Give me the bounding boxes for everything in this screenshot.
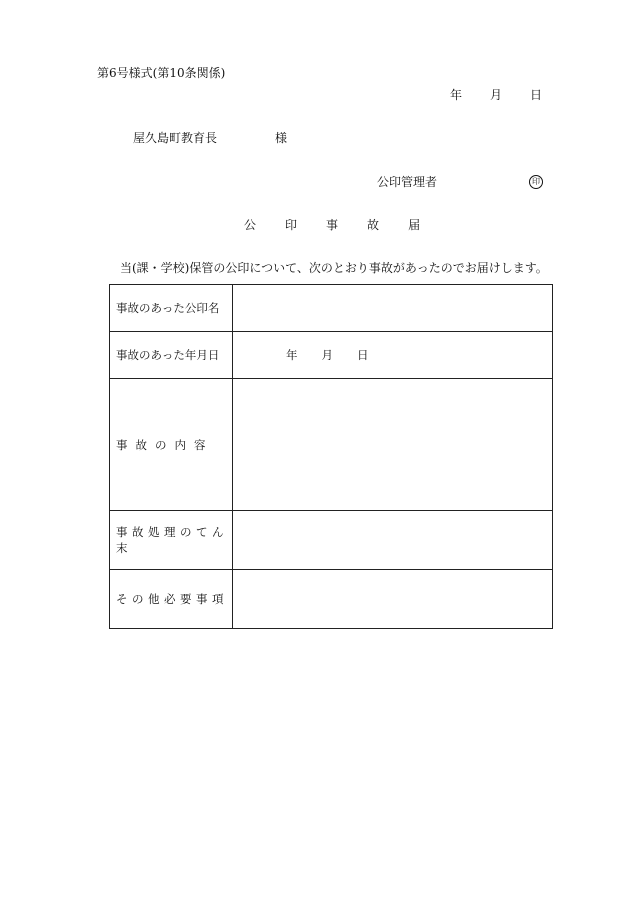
recipient-honorific: 様 [275, 131, 288, 145]
table-row [110, 285, 553, 332]
recipient-name: 屋久島町教育長 [133, 131, 218, 145]
incident-date-field[interactable] [233, 332, 553, 379]
table-row [110, 570, 553, 629]
sender-role: 公印管理者 [377, 175, 438, 189]
row-label: 事故のあった年月日 [110, 332, 233, 379]
table-row [110, 511, 553, 570]
incident-day: 日 [357, 348, 369, 362]
title-char: 届 [408, 218, 421, 232]
title-char: 故 [367, 218, 380, 232]
title-char: 印 [285, 218, 298, 232]
date-day: 日 [529, 88, 542, 102]
title-char: 事 [326, 218, 339, 232]
seal-name-field[interactable] [233, 285, 553, 332]
incident-details-field[interactable] [233, 379, 553, 511]
date-line [450, 89, 542, 101]
row-label: その他必要事項 [110, 570, 233, 629]
incident-year: 年 [286, 348, 298, 362]
row-label: 事故の内容 [110, 379, 233, 511]
incident-month: 月 [321, 348, 333, 362]
incident-handling-field[interactable] [233, 511, 553, 570]
seal-mark: 印 [529, 175, 543, 189]
form-title [244, 219, 420, 231]
table-row [110, 332, 553, 379]
date-year: 年 [449, 88, 462, 102]
report-table [109, 284, 553, 629]
recipient [133, 132, 287, 144]
table-row [110, 379, 553, 511]
sender [377, 176, 547, 188]
intro-text: 当(課・学校)保管の公印について、次のとおり事故があったのでお届けします。 [120, 261, 548, 275]
other-matters-field[interactable] [233, 570, 553, 629]
row-label: 事故のあった公印名 [110, 285, 233, 332]
title-char: 公 [244, 218, 257, 232]
date-month: 月 [489, 88, 502, 102]
form-number: 第6号様式(第10条関係) [97, 66, 226, 80]
row-label: 事故処理のてん末 [110, 511, 233, 570]
